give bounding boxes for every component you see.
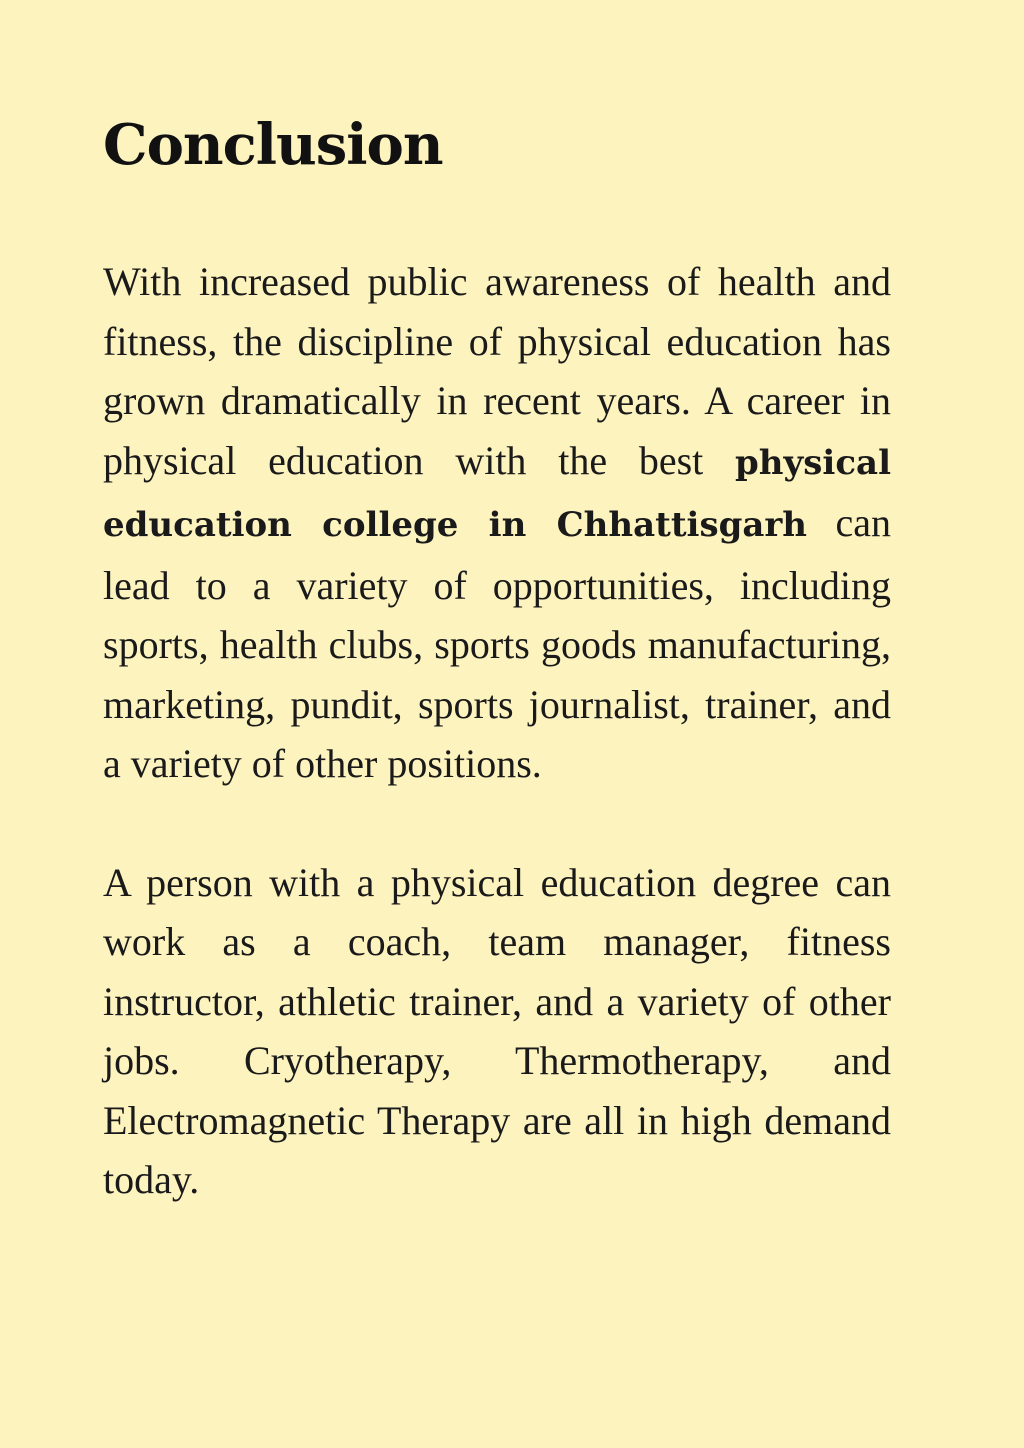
- page-title: Conclusion: [103, 112, 443, 178]
- document-page: [103, 100, 891, 1210]
- paragraph-career-opportunities: [103, 252, 891, 794]
- paragraph-1-text-end: can lead to a variety of opportunities, including sports, health clubs, sports goods manufacturing, marketing, pundit, sports journalist, trainer, and a variety of other positions.: [103, 500, 891, 786]
- paragraph-degree-jobs: A person with a physical education degree can work as a coach, team manager, fitness instructor, athletic trainer, and a variety of other jobs. Cryotherapy, Thermotherapy, and Electromagnetic Therapy are all in high demand today.: [103, 859, 891, 1202]
- paragraph-1-text-start: With increased public awareness of health and fitness, the discipline of physical education has grown dramatically in recent years. A career in physical education with the best: [103, 259, 891, 483]
- bold-college-phrase: physical education college in Chhattisgarh: [103, 442, 891, 545]
